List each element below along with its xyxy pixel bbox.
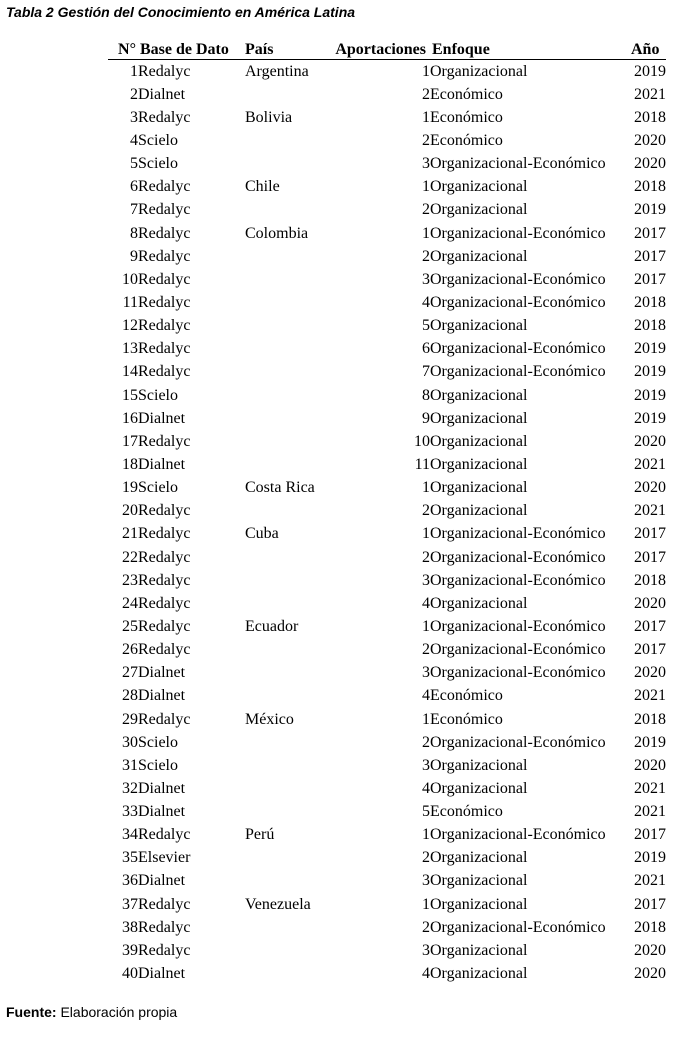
row-num: 19 (122, 479, 138, 497)
row-base-de-dato: Redalyc (138, 293, 191, 311)
row-anio: 2019 (634, 849, 666, 867)
row-pais (245, 962, 327, 985)
row-base-de-dato: Dialnet (138, 409, 186, 427)
row-enfoque: Organizacional-Económico (430, 224, 606, 242)
row-enfoque: Organizacional (430, 965, 528, 983)
row-num: 33 (122, 803, 138, 821)
row-enfoque: Económico (430, 803, 503, 821)
table-row (108, 523, 666, 546)
row-base-de-dato: Redalyc (138, 941, 191, 959)
row-enfoque: Organizacional (430, 247, 528, 265)
row-aportaciones: 2 (422, 733, 430, 751)
row-num: 2 (130, 85, 138, 103)
row-pais (245, 129, 327, 152)
row-pais (245, 731, 327, 754)
table-row (108, 222, 666, 245)
table-row (108, 916, 666, 939)
row-aportaciones: 9 (422, 409, 430, 427)
row-aportaciones: 3 (422, 571, 430, 589)
table-row (108, 153, 666, 176)
header-pais: País (245, 38, 327, 60)
row-enfoque: Organizacional-Económico (430, 340, 606, 358)
row-base-de-dato: Redalyc (138, 895, 191, 913)
table-row (108, 569, 666, 592)
row-base-de-dato: Scielo (138, 479, 178, 497)
row-pais: Colombia (245, 224, 309, 242)
row-enfoque: Organizacional-Económico (430, 641, 606, 659)
row-anio: 2017 (634, 617, 666, 635)
row-base-de-dato: Redalyc (138, 317, 191, 335)
row-anio: 2020 (634, 155, 666, 173)
row-base-de-dato: Scielo (138, 155, 178, 173)
row-num: 10 (122, 270, 138, 288)
row-pais (245, 384, 327, 407)
row-enfoque: Organizacional (430, 317, 528, 335)
row-num: 18 (122, 455, 138, 473)
row-enfoque: Organizacional-Económico (430, 571, 606, 589)
row-num: 25 (122, 617, 138, 635)
row-base-de-dato: Redalyc (138, 432, 191, 450)
row-pais (245, 916, 327, 939)
table-row (108, 500, 666, 523)
row-anio: 2018 (634, 710, 666, 728)
row-num: 29 (122, 710, 138, 728)
row-anio: 2019 (634, 62, 666, 80)
row-pais (245, 315, 327, 338)
row-anio: 2017 (634, 826, 666, 844)
row-aportaciones: 2 (422, 849, 430, 867)
row-base-de-dato: Redalyc (138, 247, 191, 265)
knowledge-management-table (108, 38, 666, 986)
row-num: 30 (122, 733, 138, 751)
row-aportaciones: 2 (422, 641, 430, 659)
row-aportaciones: 3 (422, 155, 430, 173)
row-pais: Venezuela (245, 895, 311, 913)
row-aportaciones: 2 (422, 131, 430, 149)
row-pais: Chile (245, 178, 280, 196)
row-num: 17 (122, 432, 138, 450)
table-row (108, 477, 666, 500)
row-aportaciones: 3 (422, 872, 430, 890)
row-aportaciones: 7 (422, 363, 430, 381)
row-enfoque: Económico (430, 710, 503, 728)
row-anio: 2021 (634, 502, 666, 520)
table-caption: Tabla 2 Gestión del Conocimiento en América Latina (6, 4, 356, 20)
row-num: 3 (130, 108, 138, 126)
row-anio: 2018 (634, 178, 666, 196)
row-anio: 2017 (634, 525, 666, 543)
row-aportaciones: 2 (422, 548, 430, 566)
row-anio: 2018 (634, 918, 666, 936)
row-num: 27 (122, 664, 138, 682)
row-num: 39 (122, 941, 138, 959)
row-num: 14 (122, 363, 138, 381)
row-base-de-dato: Scielo (138, 733, 178, 751)
row-num: 1 (130, 62, 138, 80)
table-row (108, 870, 666, 893)
row-num: 36 (122, 872, 138, 890)
row-pais (245, 361, 327, 384)
table-row (108, 407, 666, 430)
source-label: Fuente: (6, 1004, 57, 1020)
row-base-de-dato: Redalyc (138, 363, 191, 381)
row-enfoque: Organizacional (430, 178, 528, 196)
row-base-de-dato: Dialnet (138, 455, 186, 473)
table-row (108, 731, 666, 754)
table-header-row (108, 38, 666, 60)
row-anio: 2017 (634, 224, 666, 242)
row-enfoque: Organizacional-Económico (430, 664, 606, 682)
row-enfoque: Organizacional-Económico (430, 525, 606, 543)
row-num: 22 (122, 548, 138, 566)
row-num: 12 (122, 317, 138, 335)
row-aportaciones: 1 (422, 479, 430, 497)
row-base-de-dato: Dialnet (138, 664, 186, 682)
row-aportaciones: 4 (422, 965, 430, 983)
row-pais: México (245, 710, 294, 728)
row-base-de-dato: Dialnet (138, 687, 186, 705)
row-enfoque: Organizacional (430, 756, 528, 774)
row-enfoque: Económico (430, 687, 503, 705)
row-aportaciones: 3 (422, 941, 430, 959)
row-aportaciones: 2 (422, 502, 430, 520)
row-base-de-dato: Redalyc (138, 548, 191, 566)
row-aportaciones: 1 (422, 826, 430, 844)
row-num: 23 (122, 571, 138, 589)
row-base-de-dato: Scielo (138, 131, 178, 149)
row-aportaciones: 5 (422, 803, 430, 821)
table-row (108, 430, 666, 453)
row-base-de-dato: Redalyc (138, 201, 191, 219)
row-aportaciones: 1 (422, 525, 430, 543)
row-base-de-dato: Redalyc (138, 108, 191, 126)
row-anio: 2018 (634, 108, 666, 126)
row-pais (245, 754, 327, 777)
row-aportaciones: 4 (422, 293, 430, 311)
row-aportaciones: 2 (422, 201, 430, 219)
row-base-de-dato: Redalyc (138, 918, 191, 936)
row-base-de-dato: Redalyc (138, 224, 191, 242)
row-anio: 2020 (634, 756, 666, 774)
table-row (108, 685, 666, 708)
row-aportaciones: 4 (422, 687, 430, 705)
row-enfoque: Organizacional (430, 479, 528, 497)
row-enfoque: Organizacional-Económico (430, 363, 606, 381)
table-row (108, 801, 666, 824)
row-pais (245, 430, 327, 453)
row-pais (245, 592, 327, 615)
row-anio: 2019 (634, 340, 666, 358)
row-num: 31 (122, 756, 138, 774)
row-enfoque: Organizacional-Económico (430, 270, 606, 288)
row-base-de-dato: Redalyc (138, 62, 191, 80)
table-row (108, 60, 666, 84)
table-row (108, 662, 666, 685)
table-row (108, 893, 666, 916)
row-aportaciones: 6 (422, 340, 430, 358)
row-anio: 2018 (634, 317, 666, 335)
row-enfoque: Organizacional (430, 895, 528, 913)
row-base-de-dato: Redalyc (138, 826, 191, 844)
row-anio: 2020 (634, 941, 666, 959)
table-body (108, 60, 666, 986)
row-enfoque: Organizacional (430, 779, 528, 797)
row-aportaciones: 1 (422, 895, 430, 913)
row-pais: Argentina (245, 62, 309, 80)
row-enfoque: Organizacional (430, 432, 528, 450)
table-row (108, 615, 666, 638)
row-pais (245, 245, 327, 268)
row-pais (245, 685, 327, 708)
row-enfoque: Organizacional (430, 594, 528, 612)
row-pais (245, 801, 327, 824)
row-aportaciones: 1 (422, 62, 430, 80)
row-enfoque: Organizacional-Económico (430, 826, 606, 844)
row-base-de-dato: Redalyc (138, 641, 191, 659)
row-anio: 2019 (634, 733, 666, 751)
table-row (108, 962, 666, 985)
table-row (108, 315, 666, 338)
row-base-de-dato: Dialnet (138, 872, 186, 890)
row-num: 15 (122, 386, 138, 404)
header-aportaciones: Aportaciones (327, 38, 430, 60)
row-aportaciones: 4 (422, 594, 430, 612)
row-pais (245, 546, 327, 569)
row-enfoque: Organizacional-Económico (430, 733, 606, 751)
row-aportaciones: 1 (422, 617, 430, 635)
table-row (108, 384, 666, 407)
row-aportaciones: 3 (422, 756, 430, 774)
row-base-de-dato: Redalyc (138, 525, 191, 543)
table-row (108, 338, 666, 361)
row-anio: 2019 (634, 201, 666, 219)
row-pais (245, 199, 327, 222)
row-anio: 2019 (634, 409, 666, 427)
row-aportaciones: 11 (414, 455, 430, 473)
row-num: 40 (122, 965, 138, 983)
row-anio: 2017 (634, 895, 666, 913)
row-base-de-dato: Redalyc (138, 594, 191, 612)
table-row (108, 83, 666, 106)
row-num: 28 (122, 687, 138, 705)
row-base-de-dato: Redalyc (138, 571, 191, 589)
row-base-de-dato: Redalyc (138, 502, 191, 520)
row-pais (245, 500, 327, 523)
row-aportaciones: 2 (422, 918, 430, 936)
row-pais (245, 268, 327, 291)
row-pais (245, 939, 327, 962)
table-row (108, 129, 666, 152)
row-num: 5 (130, 155, 138, 173)
table-row (108, 546, 666, 569)
row-anio: 2019 (634, 363, 666, 381)
row-anio: 2021 (634, 872, 666, 890)
row-enfoque: Organizacional (430, 849, 528, 867)
row-base-de-dato: Redalyc (138, 340, 191, 358)
row-pais: Perú (245, 826, 275, 844)
row-enfoque: Organizacional-Económico (430, 617, 606, 635)
table-row (108, 824, 666, 847)
row-enfoque: Organizacional-Económico (430, 918, 606, 936)
header-anio: Año (620, 38, 666, 60)
row-enfoque: Económico (430, 85, 503, 103)
row-base-de-dato: Redalyc (138, 270, 191, 288)
header-num: N° (108, 38, 138, 60)
row-base-de-dato: Dialnet (138, 965, 186, 983)
row-enfoque: Económico (430, 108, 503, 126)
row-aportaciones: 1 (422, 178, 430, 196)
row-pais: Costa Rica (245, 479, 315, 497)
row-pais (245, 847, 327, 870)
row-anio: 2021 (634, 455, 666, 473)
row-pais: Ecuador (245, 617, 299, 635)
row-num: 11 (122, 293, 138, 311)
table-row (108, 592, 666, 615)
row-anio: 2021 (634, 687, 666, 705)
table-row (108, 176, 666, 199)
row-num: 38 (122, 918, 138, 936)
row-num: 13 (122, 340, 138, 358)
row-aportaciones: 1 (422, 224, 430, 242)
source-text: Elaboración propia (60, 1004, 178, 1020)
row-pais (245, 291, 327, 314)
row-num: 21 (122, 525, 138, 543)
row-anio: 2020 (634, 432, 666, 450)
row-aportaciones: 1 (422, 710, 430, 728)
row-num: 35 (122, 849, 138, 867)
table-row (108, 777, 666, 800)
row-pais: Bolivia (245, 108, 293, 126)
row-aportaciones: 1 (422, 108, 430, 126)
row-pais (245, 338, 327, 361)
row-enfoque: Organizacional (430, 62, 528, 80)
row-enfoque: Organizacional (430, 941, 528, 959)
row-num: 7 (130, 201, 138, 219)
table-row (108, 361, 666, 384)
row-num: 8 (130, 224, 138, 242)
row-base-de-dato: Dialnet (138, 779, 186, 797)
row-anio: 2021 (634, 85, 666, 103)
table-row (108, 708, 666, 731)
table-row (108, 754, 666, 777)
row-aportaciones: 10 (414, 432, 430, 450)
row-num: 9 (130, 247, 138, 265)
row-base-de-dato: Scielo (138, 386, 178, 404)
row-enfoque: Organizacional-Económico (430, 548, 606, 566)
source-note (6, 1004, 177, 1020)
row-enfoque: Organizacional (430, 455, 528, 473)
row-pais (245, 569, 327, 592)
row-aportaciones: 2 (422, 247, 430, 265)
row-aportaciones: 5 (422, 317, 430, 335)
row-base-de-dato: Scielo (138, 756, 178, 774)
row-aportaciones: 2 (422, 85, 430, 103)
row-anio: 2017 (634, 270, 666, 288)
row-enfoque: Organizacional (430, 409, 528, 427)
row-aportaciones: 3 (422, 270, 430, 288)
row-enfoque: Organizacional (430, 201, 528, 219)
row-aportaciones: 8 (422, 386, 430, 404)
row-pais (245, 870, 327, 893)
row-anio: 2017 (634, 247, 666, 265)
table-row (108, 199, 666, 222)
row-pais (245, 639, 327, 662)
row-anio: 2020 (634, 664, 666, 682)
row-pais (245, 777, 327, 800)
row-num: 34 (122, 826, 138, 844)
row-pais (245, 453, 327, 476)
row-enfoque: Económico (430, 131, 503, 149)
row-anio: 2019 (634, 386, 666, 404)
row-base-de-dato: Redalyc (138, 617, 191, 635)
row-pais (245, 407, 327, 430)
row-base-de-dato: Elsevier (138, 849, 191, 867)
row-num: 32 (122, 779, 138, 797)
header-base-de-dato: Base de Dato (138, 38, 245, 60)
row-anio: 2018 (634, 293, 666, 311)
row-enfoque: Organizacional (430, 502, 528, 520)
row-pais (245, 153, 327, 176)
row-aportaciones: 3 (422, 664, 430, 682)
row-base-de-dato: Redalyc (138, 178, 191, 196)
row-enfoque: Organizacional-Económico (430, 155, 606, 173)
header-enfoque: Enfoque (430, 38, 620, 60)
row-aportaciones: 4 (422, 779, 430, 797)
row-enfoque: Organizacional (430, 386, 528, 404)
table-row (108, 106, 666, 129)
row-base-de-dato: Redalyc (138, 710, 191, 728)
row-num: 4 (130, 131, 138, 149)
row-anio: 2020 (634, 479, 666, 497)
row-pais (245, 662, 327, 685)
row-anio: 2020 (634, 594, 666, 612)
table-row (108, 245, 666, 268)
table-row (108, 847, 666, 870)
row-anio: 2020 (634, 965, 666, 983)
row-base-de-dato: Dialnet (138, 85, 186, 103)
row-base-de-dato: Dialnet (138, 803, 186, 821)
table-row (108, 453, 666, 476)
row-anio: 2021 (634, 803, 666, 821)
table-row (108, 939, 666, 962)
row-pais (245, 83, 327, 106)
row-anio: 2018 (634, 571, 666, 589)
row-num: 24 (122, 594, 138, 612)
table-row (108, 268, 666, 291)
row-num: 6 (130, 178, 138, 196)
row-anio: 2017 (634, 641, 666, 659)
row-enfoque: Organizacional-Económico (430, 293, 606, 311)
table-row (108, 639, 666, 662)
row-num: 26 (122, 641, 138, 659)
row-enfoque: Organizacional (430, 872, 528, 890)
table-row (108, 291, 666, 314)
row-num: 20 (122, 502, 138, 520)
row-num: 16 (122, 409, 138, 427)
row-anio: 2017 (634, 548, 666, 566)
row-anio: 2020 (634, 131, 666, 149)
row-num: 37 (122, 895, 138, 913)
row-pais: Cuba (245, 525, 279, 543)
row-anio: 2021 (634, 779, 666, 797)
